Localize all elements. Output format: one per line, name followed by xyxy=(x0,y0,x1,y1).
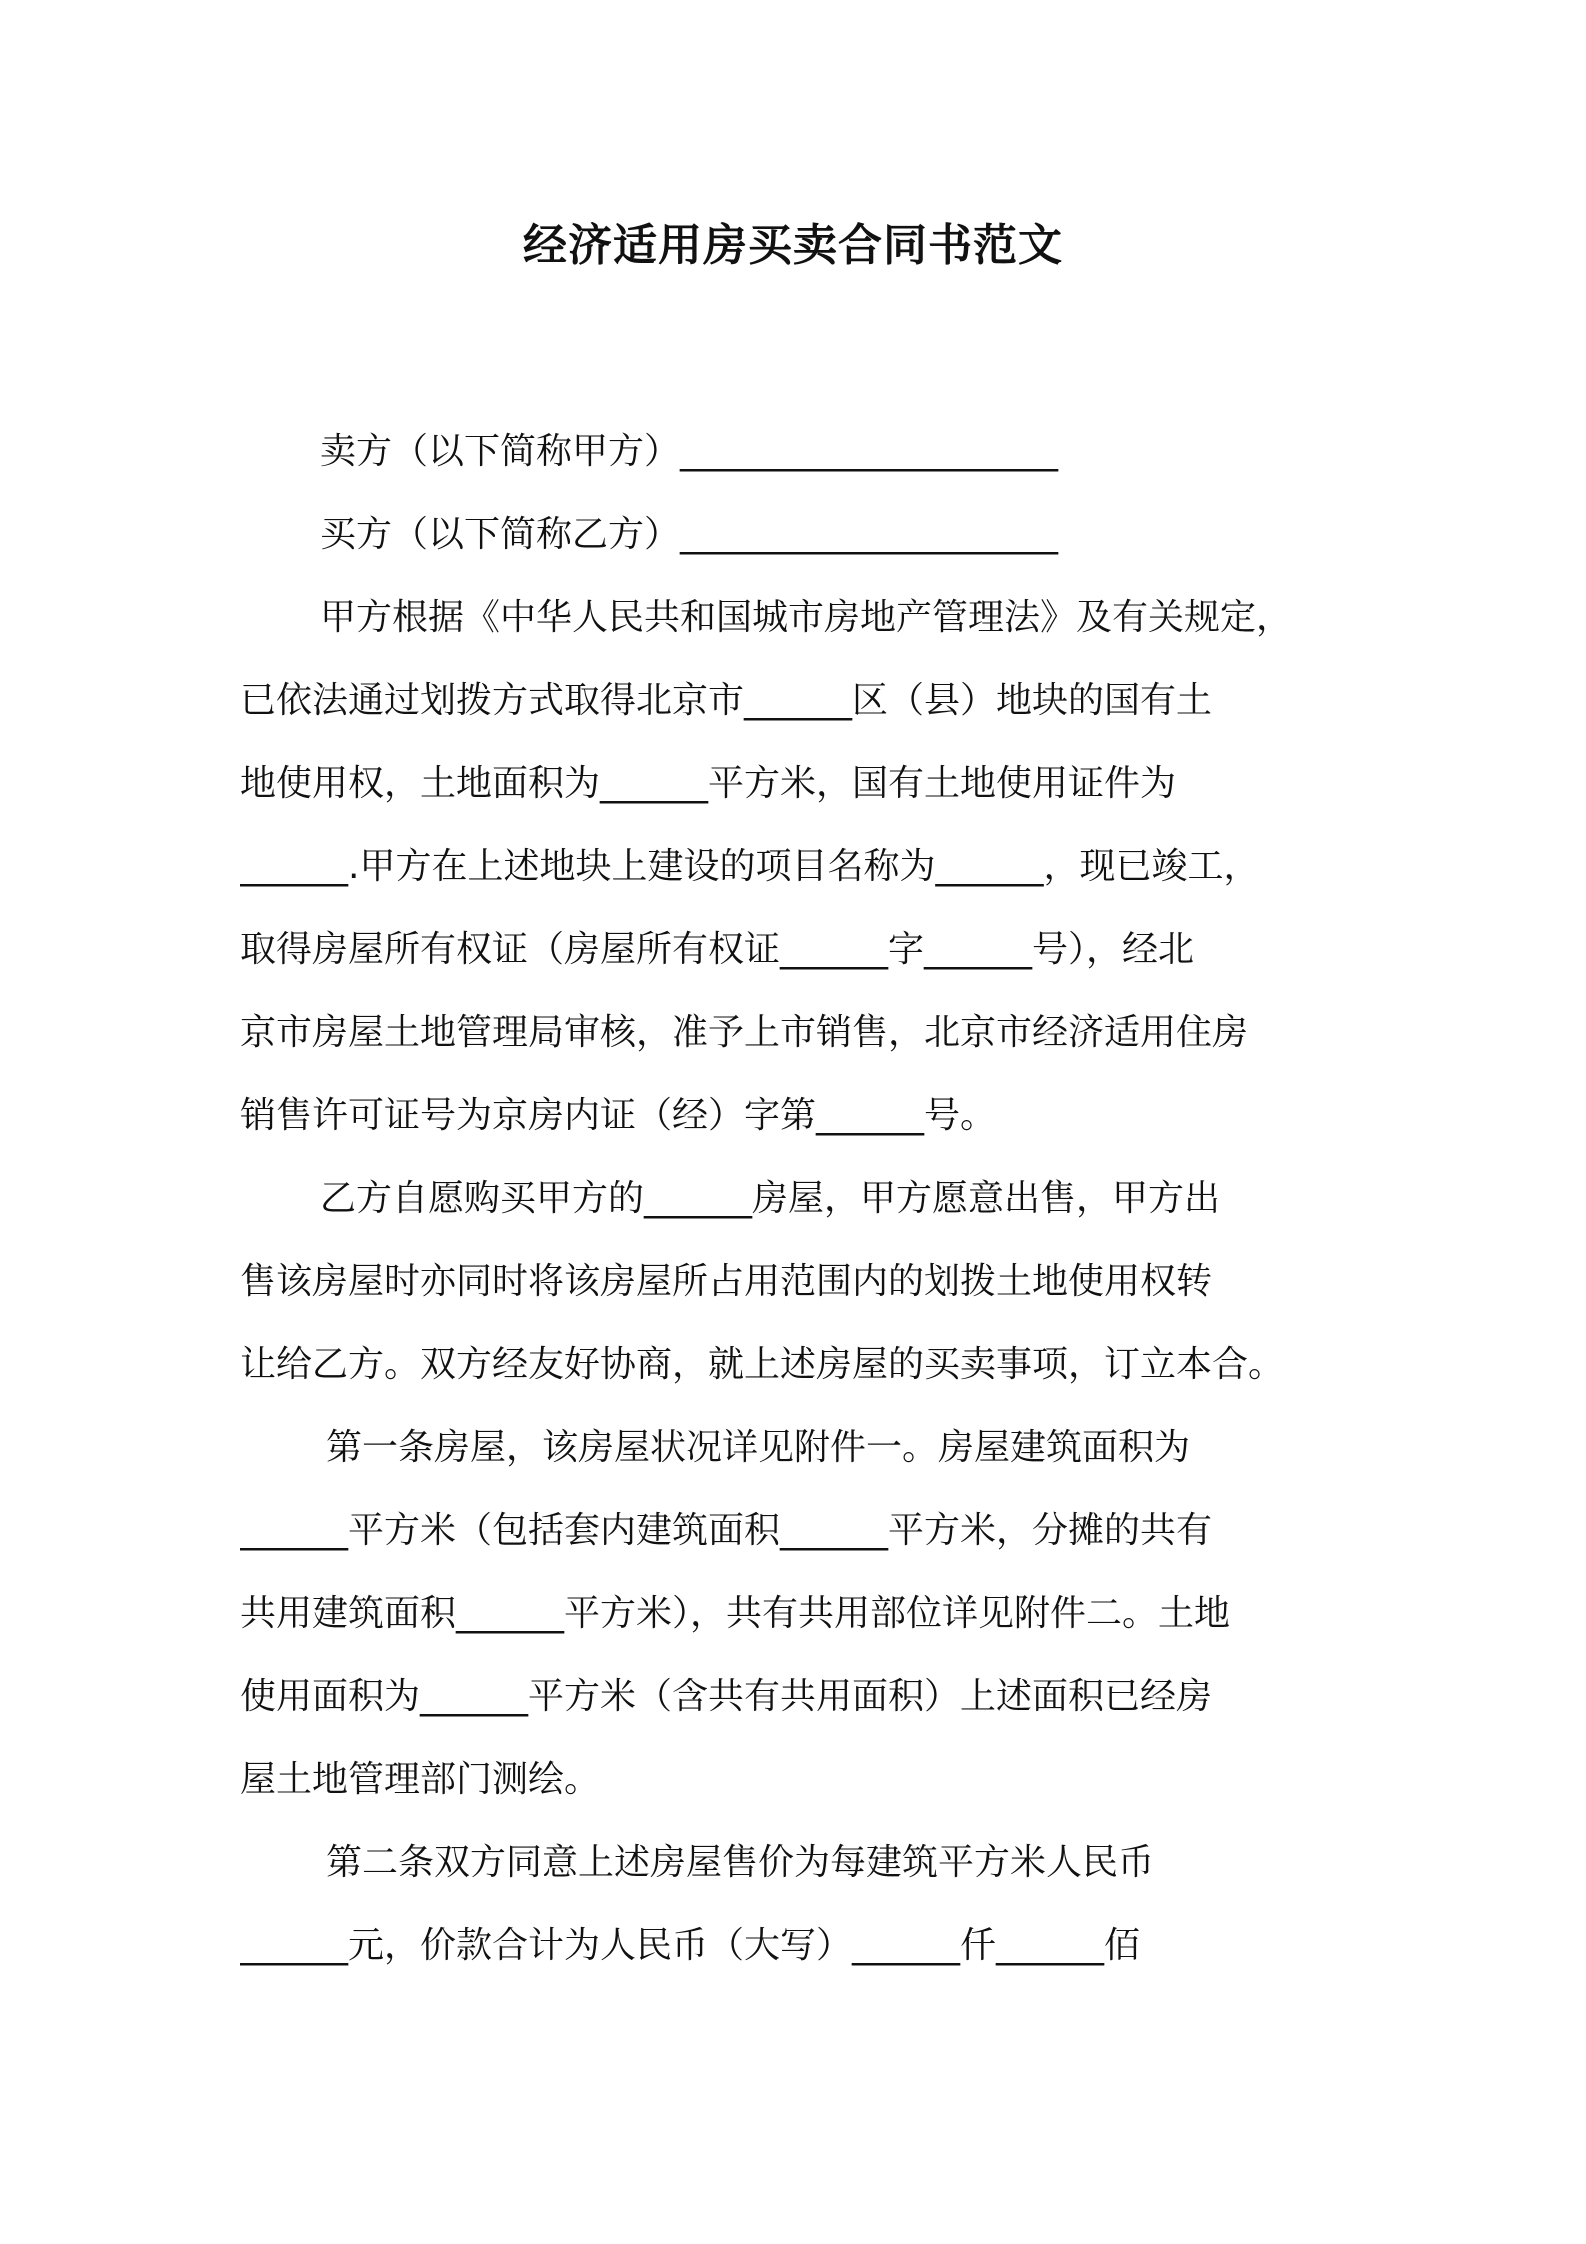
paragraph-line: 让给乙方。双方经友好协商，就上述房屋的买卖事项，订立本合。 xyxy=(240,1344,1285,1385)
document-title: 经济适用房买卖合同书范文 xyxy=(523,220,1063,271)
paragraph-line: ______.甲方在上述地块上建设的项目名称为______，现已竣工， xyxy=(240,846,1260,887)
paragraph-line: 屋土地管理部门测绘。 xyxy=(240,1759,601,1800)
paragraph-line: 已依法通过划拨方式取得北京市______区（县）地块的国有土 xyxy=(240,680,1213,721)
paragraph-line: ______元，价款合计为人民币（大写）______仟______佰 xyxy=(240,1925,1141,1966)
paragraph-line: 地使用权，土地面积为______平方米，国有土地使用证件为 xyxy=(240,763,1177,804)
paragraph-line: 共用建筑面积______平方米），共有共用部位详见附件二。土地 xyxy=(240,1593,1231,1634)
paragraph-line: 使用面积为______平方米（含共有共用面积）上述面积已经房 xyxy=(240,1676,1213,1717)
paragraph-line: 售该房屋时亦同时将该房屋所占用范围内的划拨土地使用权转 xyxy=(240,1261,1213,1302)
paragraph-line: 销售许可证号为京房内证（经）字第______号。 xyxy=(240,1095,997,1136)
document-body xyxy=(240,410,1350,1987)
paragraph-line: 乙方自愿购买甲方的______房屋，甲方愿意出售，甲方出 xyxy=(320,1178,1221,1219)
paragraph-line: 取得房屋所有权证（房屋所有权证______字______号），经北 xyxy=(240,929,1195,970)
paragraph-line: 甲方根据《中华人民共和国城市房地产管理法》及有关规定， xyxy=(320,597,1293,638)
paragraph-line: 京市房屋土地管理局审核，准予上市销售，北京市经济适用住房 xyxy=(240,1012,1249,1053)
paragraph-line: ______平方米（包括套内建筑面积______平方米，分摊的共有 xyxy=(240,1510,1213,1551)
article-two-line: 第二条双方同意上述房屋售价为每建筑平方米人民币 xyxy=(326,1842,1155,1883)
buyer-line: 买方（以下简称乙方）_____________________ xyxy=(320,514,1059,555)
article-one-line: 第一条房屋，该房屋状况详见附件一。房屋建筑面积为 xyxy=(326,1427,1191,1468)
seller-line: 卖方（以下简称甲方）_____________________ xyxy=(320,431,1059,472)
